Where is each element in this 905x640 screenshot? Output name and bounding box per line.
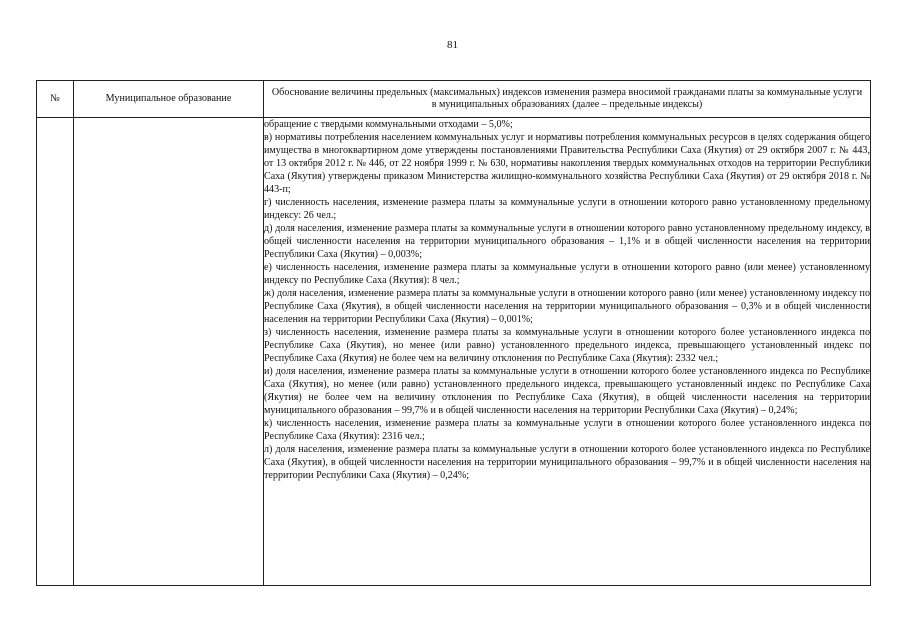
header-justification: Обоснование величины предельных (максимальных) индексов изменения размера вносимой гражданами платы за коммунальные услуги в муниципальных образованиях (далее – предельные индексы) [264, 81, 871, 118]
paragraph: обращение с твердыми коммунальными отходами – 5,0%; [264, 119, 513, 130]
header-number: № [37, 81, 74, 118]
paragraph: ж) доля населения, изменение размера платы за коммунальные услуги в отношении которого равно (или менее) установленному индексу по Республике Саха (Якутия), в общей численности населения на территории муниципального образования – 0,3% и в общей численности населения на территории Республики Саха (Якутия) – 0,001%; [264, 288, 870, 325]
header-municipality: Муниципальное образование [74, 81, 264, 118]
page-number: 81 [447, 39, 458, 51]
cell-municipality [74, 118, 264, 586]
paragraph: д) доля населения, изменение размера платы за коммунальные услуги в отношении которого равно установленному предельному индексу, в общей численности населения на территории муниципального образования – 1,1% и в общей численности населения на территории Республики Саха (Якутия) – 0,003%; [264, 223, 870, 260]
paragraph: и) доля населения, изменение размера платы за коммунальные услуги в отношении которого более установленного индекса по Республике Саха (Якутия), но менее (или равно) установленного предельного индекса, превышающего установленный индекс по Республике Саха (Якутия) не более чем на величину отклонения по Республике Саха (Якутия), в общей численности населения на территории муниципального образования – 99,7% и в общей численности населения на территории Республики Саха (Якутия) – 0,24%; [264, 366, 870, 416]
paragraph: к) численность населения, изменение размера платы за коммунальные услуги в отношении которого более установленного индекса по Республике Саха (Якутия): 2316 чел.; [264, 418, 870, 442]
table-header-row [37, 81, 871, 118]
cell-number [37, 118, 74, 586]
paragraph: з) численность населения, изменение размера платы за коммунальные услуги в отношении которого более установленного индекса по Республике Саха (Якутия), но менее (или равно) установленного предельного индекса, превышающего установленный индекс по Республике Саха (Якутия) не более чем на величину отклонения по Республике Саха (Якутия): 2332 чел.; [264, 327, 870, 364]
paragraph: г) численность населения, изменение размера платы за коммунальные услуги в отношении которого равно установленному предельному индексу: 26 чел.; [264, 197, 870, 221]
table-row [37, 118, 871, 586]
justification-table [36, 80, 871, 586]
cell-justification [264, 118, 871, 586]
paragraph: в) нормативы потребления населением коммунальных услуг и нормативы потребления коммунальных ресурсов в целях содержания общего имущества в многоквартирном доме утверждены постановлениями Правительства Республики Саха (Якутия) от 29 октября 2007 г. № 443, от 13 октября 2012 г. № 446, от 22 ноября 1999 г. № 630, нормативы накопления твердых коммунальных отходов на территории Республики Саха (Якутия) утверждены приказом Министерства жилищно-коммунального хозяйства Республики Саха (Якутия) от 29 октября 2018 г. № 443-п; [264, 132, 870, 195]
paragraph: л) доля населения, изменение размера платы за коммунальные услуги в отношении которого более установленного индекса по Республике Саха (Якутия), в общей численности населения на территории муниципального образования – 99,7% и в общей численности населения на территории Республики Саха (Якутия) – 0,24%; [264, 444, 870, 481]
paragraph: е) численность населения, изменение размера платы за коммунальные услуги в отношении которого равно (или менее) установленному индексу по Республике Саха (Якутия): 8 чел.; [264, 262, 870, 286]
